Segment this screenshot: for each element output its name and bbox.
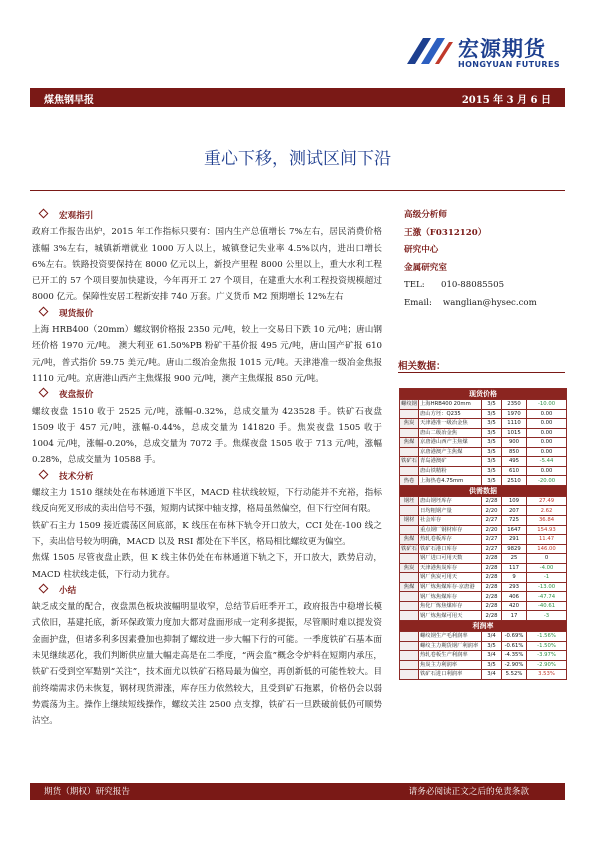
analyst-email: Email: wanglian@hysec.com [404, 297, 537, 308]
table-cell: 铁矿石港口库存 [419, 544, 482, 554]
table-cell: -2.90% [502, 660, 527, 670]
header-band [30, 88, 565, 107]
section-heading: 现货报价 [32, 306, 382, 322]
table-cell: 唐山二级冶金焦 [419, 428, 482, 438]
table-cell [400, 660, 419, 670]
footer-disclaimer: 请务必阅读正文之后的免责条款 [408, 787, 529, 797]
table-cell: 3/5 [482, 476, 502, 486]
brand-name-cn: 宏源期货 [458, 37, 546, 61]
table-cell: 154.93 [527, 525, 567, 535]
table-cell: 3.53% [527, 670, 567, 680]
table-cell: 热轧卷板库存 [419, 535, 482, 545]
table-cell [400, 447, 419, 457]
table-cell: 0.00 [527, 428, 567, 438]
table-cell: 3/5 [482, 438, 502, 448]
table-cell: 117 [502, 563, 527, 573]
table-section-header: 现货价格 [400, 389, 567, 400]
table-cell: 610 [502, 466, 527, 476]
table-cell: 0.00 [527, 419, 567, 429]
table-section-header: 利润率 [400, 621, 567, 632]
report-date: 2015 年 3 月 6 日 [461, 95, 551, 106]
table-row [400, 476, 567, 486]
table-cell [400, 601, 419, 611]
table-cell: -1 [527, 573, 567, 583]
table-cell: -5.44 [527, 457, 567, 467]
related-data-label: 相关数据： [398, 361, 446, 372]
table-cell: 京唐港山西产主焦煤 [419, 438, 482, 448]
table-row [400, 573, 567, 583]
table-cell: 上海热卷4.75mm [419, 476, 482, 486]
table-cell: 2/28 [482, 592, 502, 602]
table-cell: 1110 [502, 419, 527, 429]
table-cell: 唐山方坯：Q235 [419, 409, 482, 419]
report-body [32, 208, 382, 730]
table-cell: 109 [502, 496, 527, 506]
table-cell: 900 [502, 438, 527, 448]
diamond-bullet-icon [39, 306, 49, 316]
table-cell: 207 [502, 506, 527, 516]
table-cell: 850 [502, 447, 527, 457]
table-cell: 2/27 [482, 516, 502, 526]
analyst-tel: TEL: 010-88085505 [404, 280, 505, 290]
table-cell: 唐山铁精粉 [419, 466, 482, 476]
table-cell [400, 573, 419, 583]
table-cell: -47.74 [527, 592, 567, 602]
table-cell: 2510 [502, 476, 527, 486]
analyst-name: 王激（F0312120） [404, 227, 487, 238]
table-row [400, 400, 567, 410]
table-row [400, 428, 567, 438]
table-cell: 钢坯 [400, 496, 419, 506]
title-divider [30, 190, 565, 191]
table-cell: -4.35% [502, 651, 527, 661]
table-cell: 唐山钢坯库存 [419, 496, 482, 506]
table-cell: 螺纹钢生产毛利润率 [419, 632, 482, 642]
table-cell: 0.00 [527, 438, 567, 448]
table-cell: 钢厂炼焦煤库存 [419, 592, 482, 602]
footer-left: 期货（期权）研究报告 [44, 787, 130, 797]
table-cell: 焦炭 [400, 419, 419, 429]
table-cell: -2.90% [527, 660, 567, 670]
table-cell: 3/5 [482, 660, 502, 670]
table-cell: 36.84 [527, 516, 567, 526]
table-cell: 焦炭 [400, 563, 419, 573]
table-row [400, 535, 567, 545]
table-cell [400, 641, 419, 651]
diamond-bullet-icon [39, 469, 49, 479]
table-cell: 上海HRB400 20mm [419, 400, 482, 410]
table-cell: 3/5 [482, 641, 502, 651]
table-cell: -0.69% [502, 632, 527, 642]
table-cell: 2/28 [482, 563, 502, 573]
table-cell: 725 [502, 516, 527, 526]
paragraph: 螺纹主力 1510 继续处在布林通道下半区，MACD 柱状线较短，下行动能并不充裕，指标线反向死叉形成的卖出信号不强，短期内试探中轴支撑，格局虽然偏空，但下行空间有限。 [32, 488, 382, 515]
table-cell: 9 [502, 573, 527, 583]
table-cell: -4.00 [527, 563, 567, 573]
table-cell: 291 [502, 535, 527, 545]
table-cell: -40.61 [527, 601, 567, 611]
table-cell: 3/4 [482, 632, 502, 642]
table-cell: 2350 [502, 400, 527, 410]
section-heading: 宏观指引 [32, 208, 382, 224]
table-cell: 2/28 [482, 573, 502, 583]
table-cell: 焦煤 [400, 438, 419, 448]
table-cell: 京唐港澳产主焦煤 [419, 447, 482, 457]
analyst-info [404, 207, 584, 312]
table-cell: 螺纹主力期货钢厂利润率 [419, 641, 482, 651]
table-cell [400, 632, 419, 642]
table-cell: 3/5 [482, 419, 502, 429]
table-row [400, 554, 567, 564]
table-cell: 铁矿石 [401, 545, 417, 552]
table-cell: -1.50% [527, 641, 567, 651]
table-cell: 热卷 [400, 476, 419, 486]
table-cell: 420 [502, 601, 527, 611]
table-cell: 焦炭主力利润率 [419, 660, 482, 670]
paragraph: 上海 HRB400（20mm）螺纹钢价格报 2350 元/吨，较上一交易日下跌 10 元/吨；唐山钢坯价格 1970 元/吨。 澳大利亚 61.50%PB 粉矿干基价报 495 元/吨，唐山国产矿报 610 元/吨，普式指价 59.75 美元/吨。唐山二级冶金焦报 1015 元/吨。天津港准一级冶金焦报 1110 元/吨。京唐港山西产主焦煤报 900 元/吨，澳产主焦煤报 850 元/吨。 [32, 325, 382, 384]
table-cell: 2/28 [482, 554, 502, 564]
table-cell: 27.49 [527, 496, 567, 506]
table-cell [400, 651, 419, 661]
table-cell: 3/5 [482, 409, 502, 419]
section-heading: 小结 [32, 583, 382, 599]
table-cell: 3/5 [482, 447, 502, 457]
paragraph: 铁矿石主力 1509 接近震荡区间底部，K 线压在布林下轨令开口放大，CCI 处在-100 线之下，卖出信号较为明确，MACD 以及 RSI 都处在下半区，格局相比螺纹更为偏空。 [32, 520, 382, 547]
table-cell: 0.00 [527, 409, 567, 419]
table-row [400, 670, 567, 680]
table-cell [400, 506, 419, 516]
table-cell: 3/4 [482, 651, 502, 661]
table-row [400, 466, 567, 476]
table-row [400, 660, 567, 670]
table-row [400, 563, 567, 573]
table-row [400, 409, 567, 419]
table-cell: 3/5 [482, 428, 502, 438]
table-section-header: 供需数据 [400, 485, 567, 496]
footer-band [30, 783, 565, 800]
report-type: 煤焦钢早报 [44, 95, 94, 106]
table-cell: 焦煤 [400, 535, 419, 545]
table-cell: 铁矿石 [401, 458, 417, 465]
table-cell: -10.00 [527, 400, 567, 410]
table-row [400, 516, 567, 526]
section-heading: 技术分析 [32, 469, 382, 485]
table-cell: 2/27 [482, 544, 502, 554]
table-cell: 5.52% [502, 670, 527, 680]
table-cell: 1015 [502, 428, 527, 438]
table-cell: 2/28 [482, 582, 502, 592]
table-cell: 3/5 [482, 457, 502, 467]
table-cell: 钢材 [400, 516, 419, 526]
table-cell: 铁矿石进口利润率 [419, 670, 482, 680]
paragraph: 螺纹夜盘 1510 收于 2525 元/吨，涨幅-0.32%，总成交量为 423528 手。铁矿石夜盘 1509 收于 457 元/吨，涨幅-0.44%，总成交量为 141820 手。焦炭夜盘 1505 收于 1004 元/吨，涨幅-0.20%，总成交量为 7072 手。焦煤夜盘 1505 收于 713 元/吨，涨幅 0.28%，总成交量为 10588 手。 [32, 406, 382, 466]
table-cell: 钢厂焦炭可用天 [419, 573, 482, 583]
table-cell: 11.47 [527, 535, 567, 545]
table-cell: 钢厂炼焦煤可用天 [419, 611, 482, 621]
table-cell: 1970 [502, 409, 527, 419]
table-cell: 青岛港澳矿 [419, 457, 482, 467]
table-cell: 社会库存 [419, 516, 482, 526]
paragraph: 缺乏成交量的配合，夜盘黑色板块波幅明显收窄，总结节后旺季开工，政府报告中稳增长模式依旧，基建托底，新环保政策力度加大都对盘面形成一定利多提振，尽管顺时难以提发资金面护盘，但诸多利多因素叠加也抑制了螺纹进一步大幅下行的可能。一季度铁矿石基本面未见继续恶化，我们判断供应量大幅走高是在二季度，“两会监”概念令炉料在短期内承压，铁矿石受到空军黠别“关注”，技术面尤以铁矿石格局最为偏空，再创新低的可能性较大。目前终端需求仍未恢复，钢材现货滞涨，库存压力依然较大，且受到矿石拖累，价格仍会以弱势震荡为主。操作上继续短线操作，螺纹关注 2500 点支撑，铁矿石一旦跌破前低仍可顺势沽空。 [32, 602, 382, 727]
table-cell: 0 [527, 554, 567, 564]
related-divider [398, 372, 565, 373]
data-table [399, 388, 566, 680]
diamond-bullet-icon [39, 388, 49, 398]
table-cell [400, 525, 419, 535]
table-cell: 钢厂进口可用天数 [419, 554, 482, 564]
table-cell [400, 466, 419, 476]
table-row [400, 496, 567, 506]
table-cell: 焦煤 [400, 582, 419, 592]
table-cell: 天津港焦炭库存 [419, 563, 482, 573]
table-cell: 9829 [502, 544, 527, 554]
table-cell: 焦化厂炼焦煤库存 [419, 601, 482, 611]
table-cell: -0.61% [502, 641, 527, 651]
table-cell: -13.00 [527, 582, 567, 592]
table-cell: 2/28 [482, 601, 502, 611]
table-cell [400, 554, 419, 564]
table-cell [400, 592, 419, 602]
diamond-bullet-icon [39, 209, 49, 219]
table-cell: 日均粗钢产量 [419, 506, 482, 516]
analyst-subdept: 金属研究室 [404, 262, 447, 273]
table-cell: 17 [502, 611, 527, 621]
table-row [400, 641, 567, 651]
table-cell: -1.56% [527, 632, 567, 642]
table-cell: 495 [502, 457, 527, 467]
diamond-bullet-icon [39, 583, 49, 593]
table-cell [400, 409, 419, 419]
hongyuan-logo-icon [403, 32, 455, 70]
table-cell: 0.00 [527, 447, 567, 457]
table-row [400, 611, 567, 621]
analyst-title: 高级分析师 [404, 210, 447, 220]
table-row [400, 632, 567, 642]
paragraph: 政府工作报告出炉，2015 年工作指标只要有：国内生产总值增长 7%左右，居民消费价格涨幅 3%左右，城镇新增就业 1000 万人以上，城镇登记失业率 4.5%以内，进出口增长 6%左右。铁路投资要保持在 8000 亿元以上，新投产里程 8000 公里以上，重大水利工程已开工的 57 个项目要加快建设，今年再开工 27 个项目，在建重大水利工程投资规模超过 8000 亿元。保障性安居工程新安排 740 万套。广义货币 M2 预期增长 12%左右 [32, 227, 382, 303]
paragraph: 焦煤 1505 尽管夜盘止跌，但 K 线主体仍处在布林通道下轨之下，开口放大，跌势启动，MACD 柱状线走低，下行动力犹存。 [32, 553, 382, 580]
table-cell: 25 [502, 554, 527, 564]
table-row [400, 651, 567, 661]
table-cell: 2/20 [482, 506, 502, 516]
table-cell [400, 670, 419, 680]
table-cell: 146.00 [527, 544, 567, 554]
table-cell: -3 [527, 611, 567, 621]
table-cell: 293 [502, 582, 527, 592]
table-row [400, 447, 567, 457]
table-cell: 钢厂炼焦煤库存·京唐港 [419, 582, 482, 592]
table-cell: 热轧卷板生产利润率 [419, 651, 482, 661]
table-cell [400, 611, 419, 621]
table-cell: -20.00 [527, 476, 567, 486]
table-cell: 2/20 [482, 525, 502, 535]
table-cell [400, 428, 419, 438]
table-cell: 2/27 [482, 535, 502, 545]
table-row [400, 438, 567, 448]
table-cell: 3/4 [482, 670, 502, 680]
table-row [400, 592, 567, 602]
table-row [400, 544, 567, 554]
table-cell: 0.00 [527, 466, 567, 476]
brand-name-en: HONGYUAN FUTURES [458, 60, 560, 69]
table-row [400, 419, 567, 429]
table-cell: 3/5 [482, 466, 502, 476]
table-cell: -3.97% [527, 651, 567, 661]
table-cell: 重点钢厂钢材库存 [419, 525, 482, 535]
table-row [400, 601, 567, 611]
table-row [400, 582, 567, 592]
table-cell: 1647 [502, 525, 527, 535]
table-cell: 2/28 [482, 496, 502, 506]
table-row [400, 506, 567, 516]
table-cell: 2/28 [482, 611, 502, 621]
table-cell: 2.62 [527, 506, 567, 516]
table-row [400, 525, 567, 535]
table-cell: 天津港准一级冶金焦 [419, 419, 482, 429]
page-title: 重心下移，测试区间下沿 [204, 149, 391, 169]
table-cell: 3/5 [482, 400, 502, 410]
analyst-dept: 研究中心 [404, 245, 439, 255]
table-cell: 406 [502, 592, 527, 602]
table-cell: 螺纹钢 [401, 401, 417, 408]
table-row [400, 457, 567, 467]
section-heading: 夜盘报价 [32, 387, 382, 403]
